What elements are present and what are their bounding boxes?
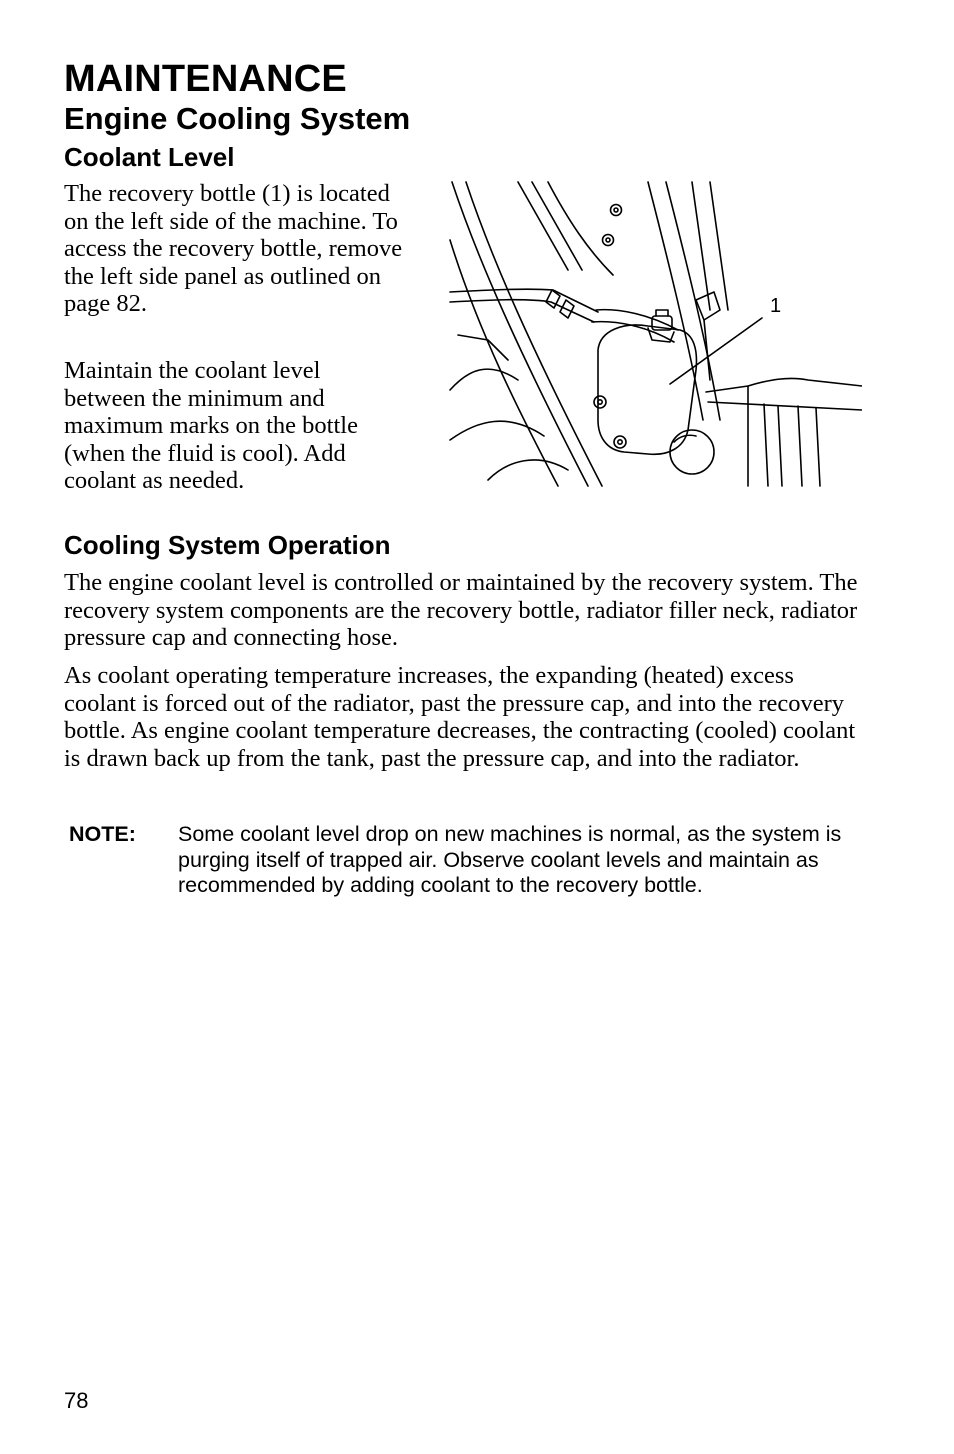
- note-label: NOTE:: [69, 822, 136, 846]
- callout-1: 1: [770, 295, 782, 317]
- note-text: Some coolant level drop on new machines is normal, as the system is purging itself of trapped air. Observe coolant levels and maintain as recommended by adding coolant to the recovery bottle.: [178, 822, 842, 897]
- page-title: Engine Cooling System: [64, 101, 411, 136]
- recovery-bottle-illustration: [448, 180, 862, 488]
- coolant-level-heading: Coolant Level: [64, 142, 235, 172]
- coolant-level-paragraph-2: Maintain the coolant level between the minimum and maximum marks on the bottle (when the fluid is cool). Add coolant as needed.: [64, 357, 358, 495]
- cooling-operation-paragraph-2: As coolant operating temperature increases, the expanding (heated) excess coolant is forced out of the radiator, past the pressure cap, and into the recovery bottle. As engine coolant temperature decreases, the contracting (cooled) coolant is drawn back up from the tank, past the pressure cap, and into the radiator.: [64, 662, 856, 772]
- cooling-operation-paragraph-1: The engine coolant level is controlled or maintained by the recovery system. The recovery system components are the recovery bottle, radiator filler neck, radiator pressure cap and connecting hose.: [64, 569, 858, 652]
- page-number: 78: [64, 1388, 89, 1413]
- section-title: MAINTENANCE: [64, 58, 347, 100]
- coolant-level-paragraph-1: The recovery bottle (1) is located on the left side of the machine. To access the recovery bottle, remove the left side panel as outlined on page 82.: [64, 180, 403, 318]
- cooling-operation-heading: Cooling System Operation: [64, 530, 391, 560]
